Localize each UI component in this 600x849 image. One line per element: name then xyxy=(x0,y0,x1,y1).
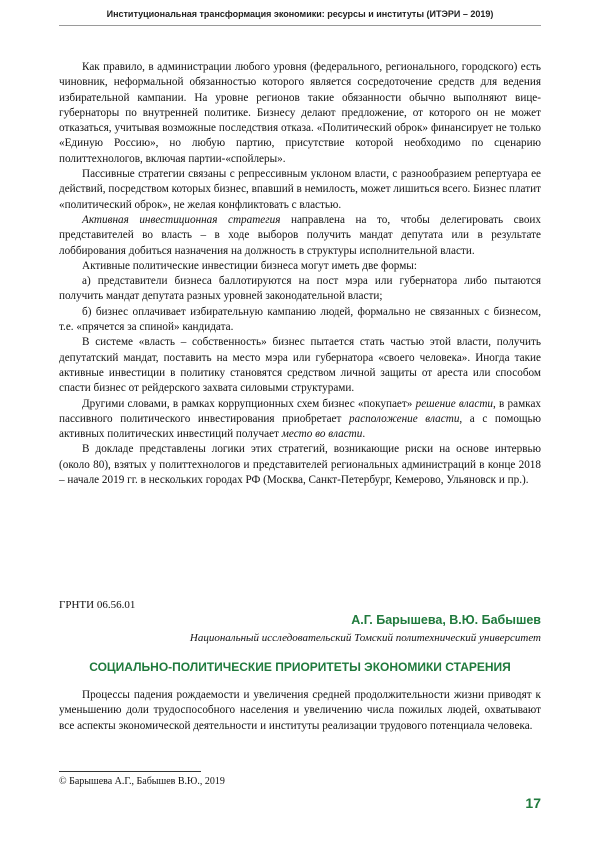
paragraph-3-text: направлена на то, чтобы делегировать своих представителей во власть – в ходе выборов получить мандат депутата или в результате лоббирования добиться назначения на должность в структуры исполнительной власти. xyxy=(59,213,542,257)
paragraph-1: Как правило, в администрации любого уровня (федерального, регионального, городского) есть чиновник, неформальной обязанностью которого является сосредоточение средств для ведения избирательной кампании. На уровне регионов такие обязанности обычно выполняют вице-губернаторы по внутренней политике. Бизнесу делают предложение, от которого он не может отказаться, учитывая возможные последствия отказа. «Политический оброк» финансирует не только «Единую Россию», но любую партию, присутствие которой необходимо по сценарию политтехнологов, включая партии-«спойлеры». xyxy=(59,61,541,165)
paragraph-8-text-c: , а с помощью активных политических инвестиций получает xyxy=(59,412,542,441)
running-head: Институциональная трансформация экономики: ресурсы и институты (ИТЭРИ – 2019) xyxy=(106,9,494,19)
grnti-code: ГРНТИ 06.56.01 xyxy=(59,599,136,611)
authors: А.Г. Барышева, В.Ю. Бабышев xyxy=(351,613,541,627)
paragraph-2: Пассивные стратегии связаны с репрессивным уклоном власти, с разнообразием репертуара ее действий, посредством которых бизнес, впавший в немилость, может лишиться всего. Бизнес платит «политический оброк», не желая конфликтовать с властью. xyxy=(59,168,541,211)
paragraph-9: В докладе представлены логики этих стратегий, возникающие риски на основе интервью (около 80), взятых у политтехнологов и представителей региональных администраций в конце 2018 – начале 2019 гг. в нескольких городах РФ (Москва, Санкт-Петербург, Кемерово, Ульяновск и пр.). xyxy=(59,443,541,487)
abstract-paragraph: Процессы падения рождаемости и увеличения средней продолжительности жизни приводят к уменьшению доли трудоспособного населения и увеличению числа пожилых людей, охватывают все аспекты экономической деятельности и институты реализации трудового потенциала человека. xyxy=(59,689,541,732)
paragraph-6: б) бизнес оплачивает избирательную кампанию людей, формально не связанных с бизнесом, т.е. «прячется за спиной» кандидата. xyxy=(59,305,541,334)
italic-term: место во власти xyxy=(281,428,363,441)
italic-term: расположение власти xyxy=(349,412,460,425)
footnote-rule xyxy=(59,771,201,772)
paragraph-8: Другими словами, в рамках коррупционных схем бизнес «покупает» решение власти, в рамках пассивного политического инвестирования приобретает расположение власти, а с помощью активных политических инвестиций получает место во власти. xyxy=(59,397,542,441)
paragraph-7: В системе «власть – собственность» бизнес пытается стать частью этой власти, получить депутатский мандат, поставить на место мэра или губернатора «своего человека». Иногда такие активные инвестиции в политику становятся средством личной защиты от ареста или способом спасти бизнес от рейдерского захвата силовыми структурами. xyxy=(59,336,541,395)
abstract-text xyxy=(59,688,541,734)
italic-term: Активная инвестиционная стратегия xyxy=(82,213,281,226)
page-number: 17 xyxy=(525,795,541,811)
paragraph-3 xyxy=(59,213,541,259)
article-title: СОЦИАЛЬНО-ПОЛИТИЧЕСКИЕ ПРИОРИТЕТЫ ЭКОНОМИКИ СТАРЕНИЯ xyxy=(89,660,511,674)
header-rule xyxy=(59,25,541,26)
main-text xyxy=(59,60,541,488)
paragraph-8-text-b: , в рамках пассивного политического инвестирования приобретает xyxy=(59,397,542,425)
paragraph-5: а) представители бизнеса баллотируются на пост мэра или губернатора либо пытаются получить мандат депутата разных уровней законодательной власти; xyxy=(59,275,541,303)
italic-term: решение власти xyxy=(415,397,494,410)
paragraph-4: Активные политические инвестиции бизнеса могут иметь две формы: xyxy=(82,259,417,272)
footnote: © Барышева А.Г., Бабышев В.Ю., 2019 xyxy=(59,776,225,787)
paragraph-8-text-a: Другими словами, в рамках коррупционных схем бизнес «покупает» xyxy=(82,397,413,410)
affiliation: Национальный исследовательский Томский политехнический университет xyxy=(189,632,541,644)
